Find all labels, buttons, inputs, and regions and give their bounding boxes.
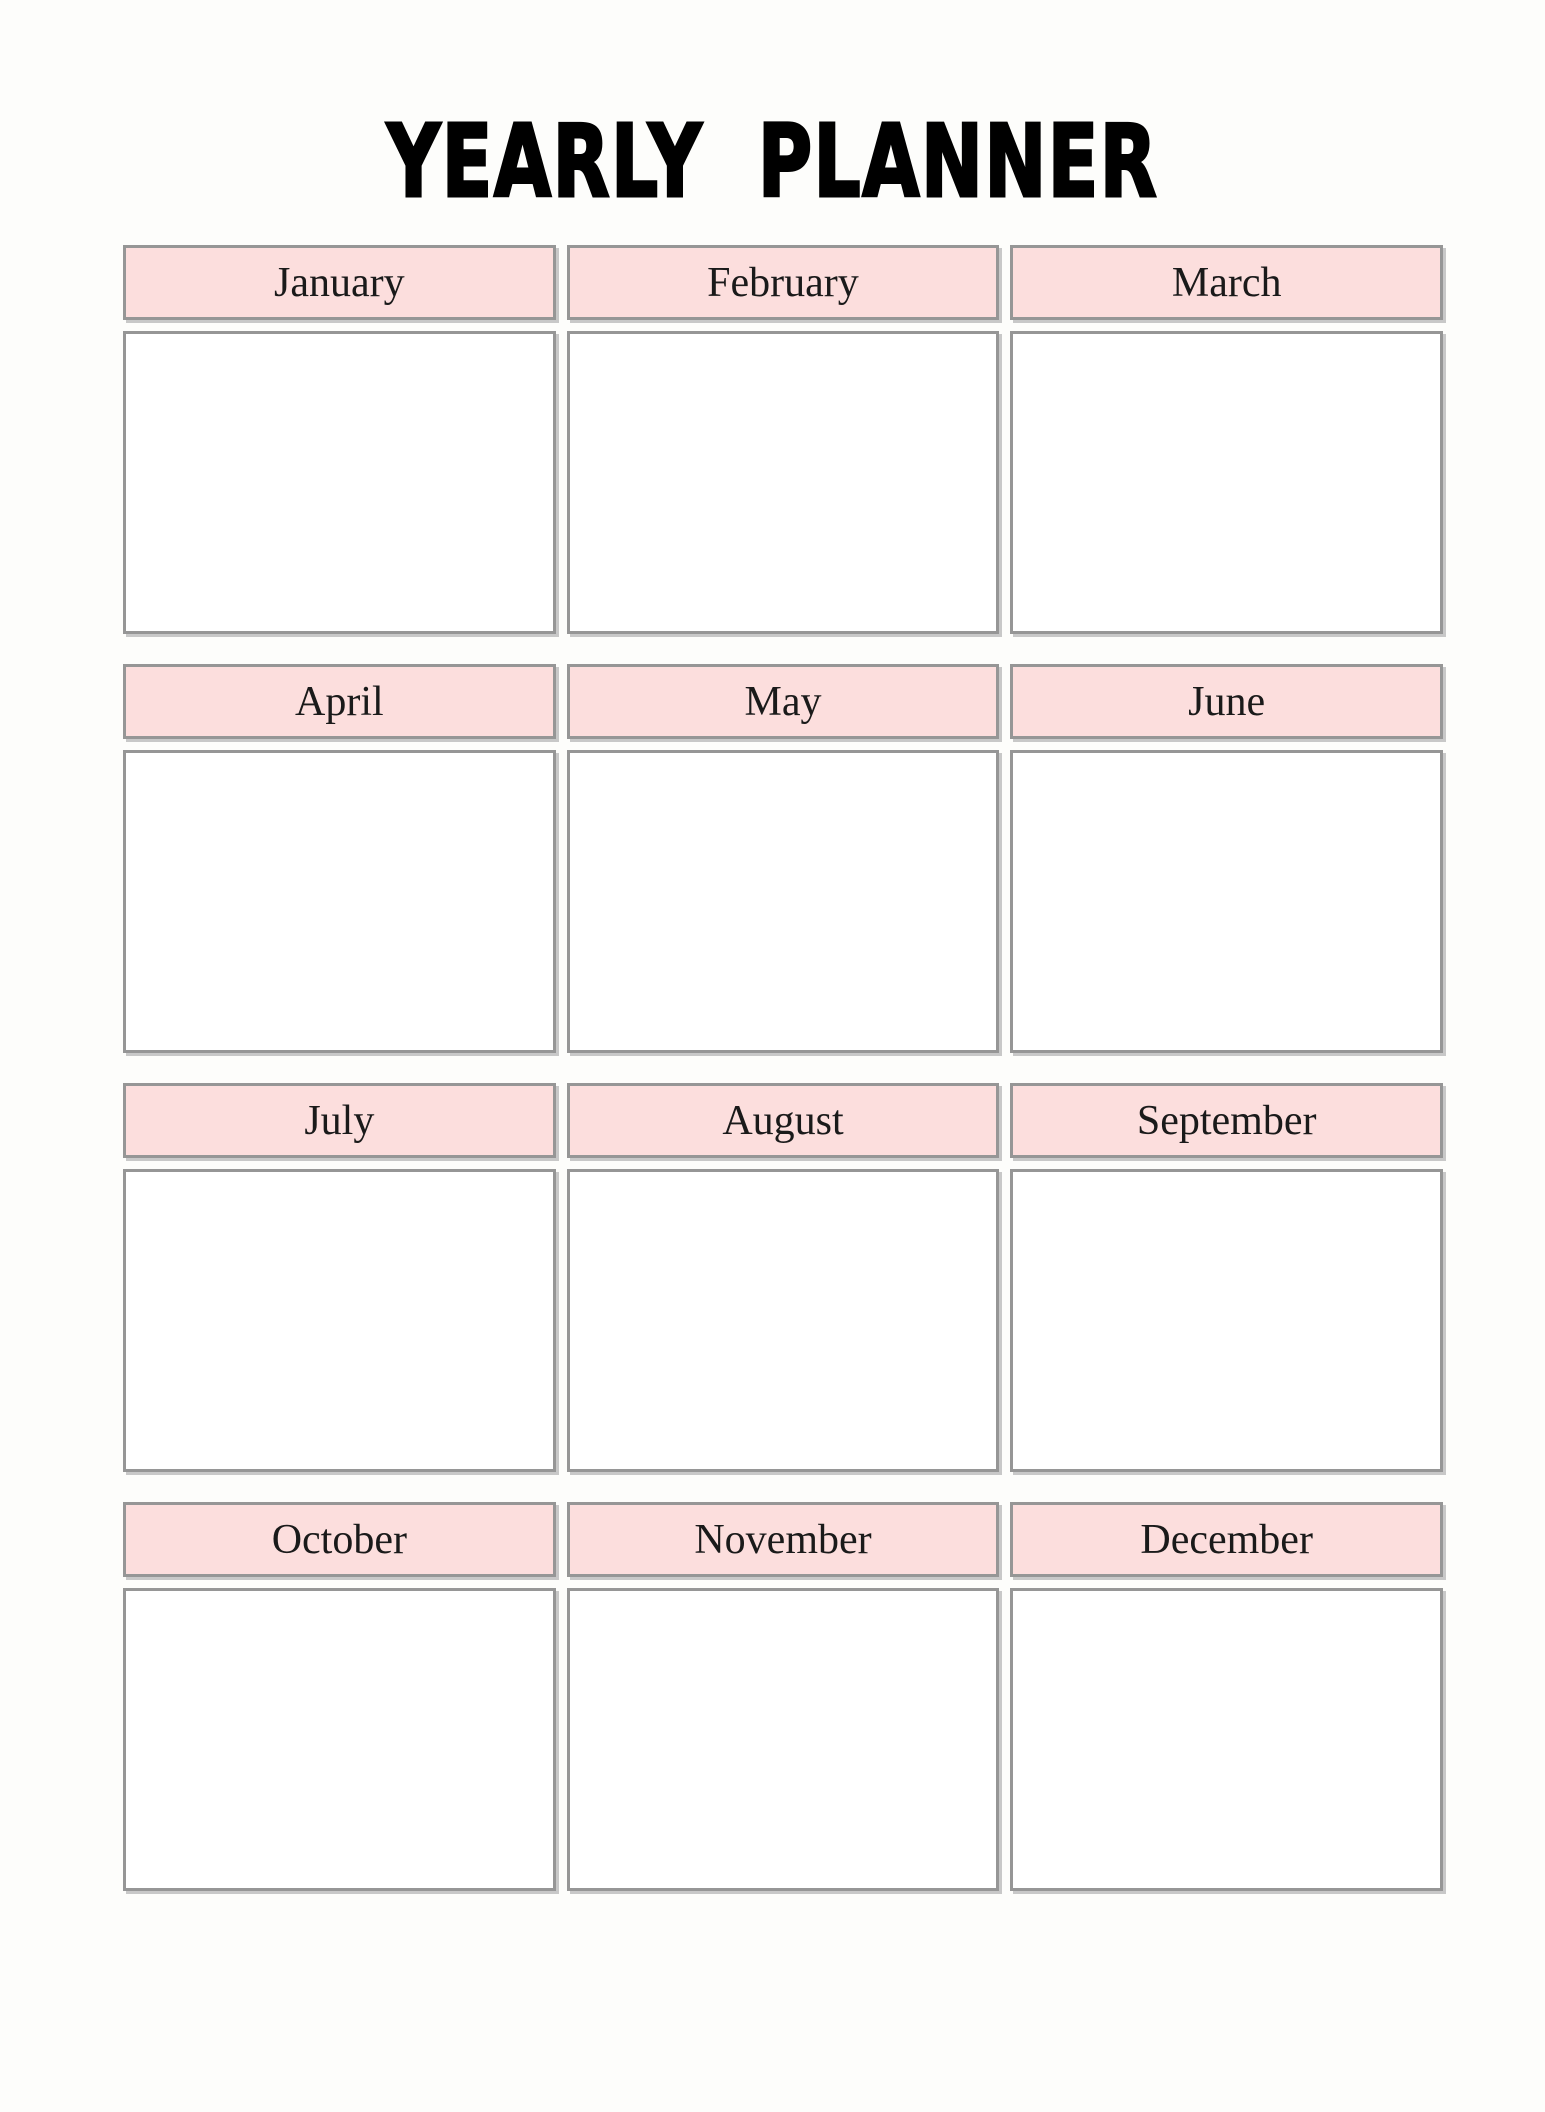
month-cell-august: [567, 1083, 1000, 1472]
page-title: YEARLY PLANNER: [386, 103, 1159, 220]
month-label: June: [1188, 678, 1266, 725]
month-notes-box: [123, 331, 556, 634]
month-label: January: [274, 259, 405, 306]
month-cell-december: [1010, 1502, 1443, 1891]
month-label: February: [707, 259, 859, 306]
month-label: November: [694, 1516, 872, 1563]
month-label: May: [744, 678, 822, 725]
month-header: [1010, 664, 1443, 739]
month-cell-april: [123, 664, 556, 1053]
month-cell-march: [1010, 245, 1443, 634]
month-cell-january: [123, 245, 556, 634]
month-header: [123, 245, 556, 320]
month-notes-box: [567, 331, 1000, 634]
month-notes-box: [1010, 331, 1443, 634]
month-cell-july: [123, 1083, 556, 1472]
month-notes-box: [1010, 1588, 1443, 1891]
month-notes-box: [567, 1588, 1000, 1891]
month-label: April: [295, 678, 384, 725]
month-header: [567, 1083, 1000, 1158]
month-cell-february: [567, 245, 1000, 634]
month-header: [567, 245, 1000, 320]
month-header: [123, 1083, 556, 1158]
month-cell-june: [1010, 664, 1443, 1053]
month-label: August: [722, 1097, 844, 1144]
month-label: March: [1171, 259, 1282, 306]
month-header: [123, 664, 556, 739]
month-notes-box: [123, 1588, 556, 1891]
month-header: [1010, 245, 1443, 320]
month-notes-box: [1010, 1169, 1443, 1472]
month-notes-box: [1010, 750, 1443, 1053]
months-grid: [123, 245, 1443, 1891]
month-cell-may: [567, 664, 1000, 1053]
month-notes-box: [567, 750, 1000, 1053]
month-label: September: [1136, 1097, 1317, 1144]
month-header: [567, 1502, 1000, 1577]
month-header: [567, 664, 1000, 739]
month-cell-november: [567, 1502, 1000, 1891]
month-cell-october: [123, 1502, 556, 1891]
month-cell-september: [1010, 1083, 1443, 1472]
month-header: [1010, 1502, 1443, 1577]
month-header: [1010, 1083, 1443, 1158]
month-header: [123, 1502, 556, 1577]
month-label: July: [304, 1097, 375, 1144]
month-label: October: [271, 1516, 407, 1563]
month-notes-box: [123, 750, 556, 1053]
month-label: December: [1140, 1516, 1313, 1563]
month-notes-box: [567, 1169, 1000, 1472]
month-notes-box: [123, 1169, 556, 1472]
